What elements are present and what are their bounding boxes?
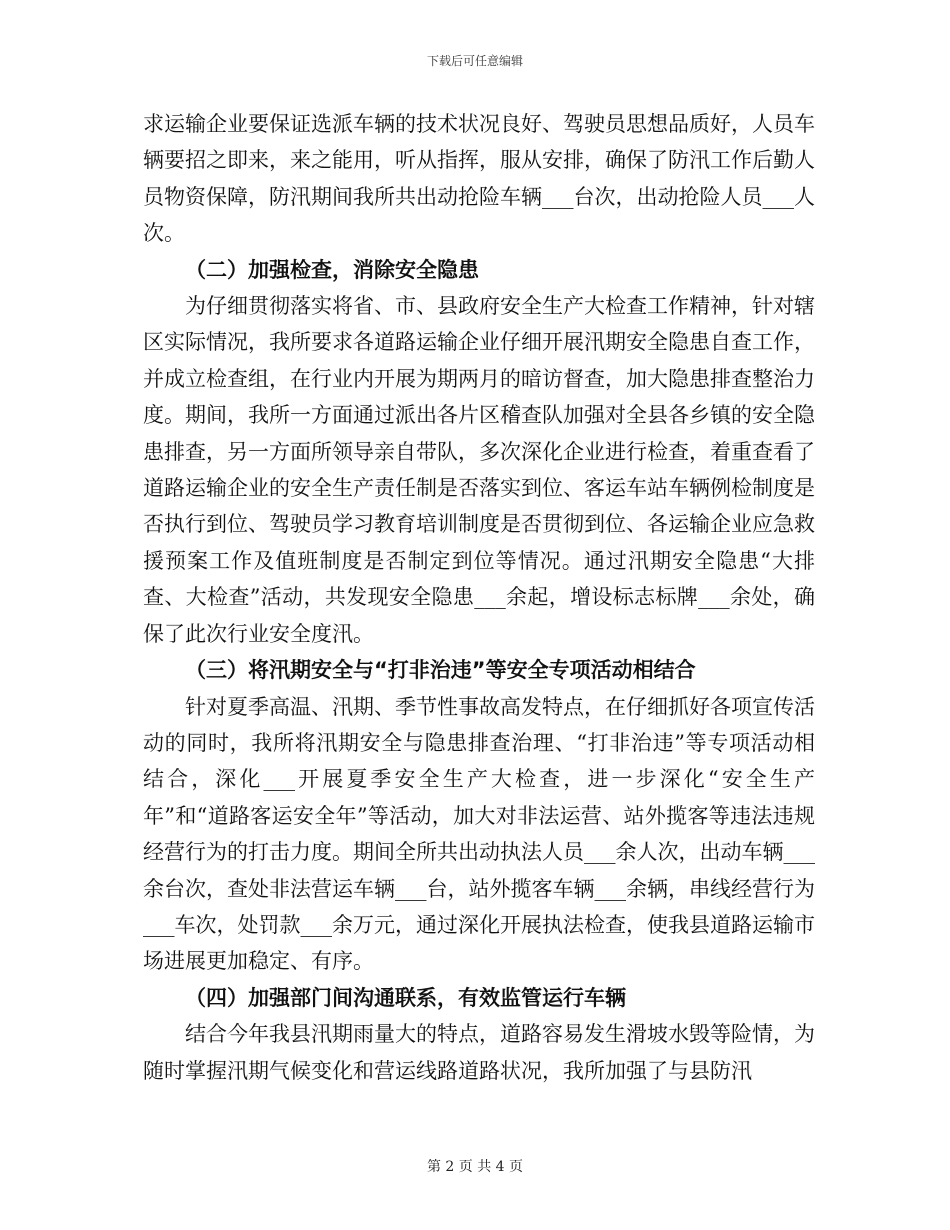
paragraph-section-4: 结合今年我县汛期雨量大的特点，道路容易发生滑坡水毁等险情，为随时掌握汛期气候变化和营运线路道路状况，我所加强了与县防汛 <box>143 1022 815 1083</box>
page-header: 下载后可任意编辑 <box>426 54 523 68</box>
page-footer: 第 2 页 共 4 页 <box>426 1159 524 1175</box>
document-body <box>143 106 815 1089</box>
paragraph-section-2: 为仔细贯彻落实将省、市、县政府安全生产大检查工作精神，针对辖区实际情况，我所要求各道路运输企业仔细开展汛期安全隐患自查工作，并成立检查组，在行业内开展为期两月的暗访督查，加大隐患排查整治力度。期间，我所一方面通过派出各片区稽查队加强对全县各乡镇的安全隐患排查，另一方面所领导亲自带队，多次深化企业进行检查，着重查看了道路运输企业的安全生产责任制是否落实到位、客运车站车辆例检制度是否执行到位、驾驶员学习教育培训制度是否贯彻到位、各运输企业应急救援预案工作及值班制度是否制定到位等情况。通过汛期安全隐患“大排查、大检查”活动，共发现安全隐患___余起，增设标志标牌___余处，确保了此次行业安全度汛。 <box>143 294 815 646</box>
section-heading-2: （二）加强检查，消除安全隐患 <box>185 257 479 282</box>
section-heading-4: （四）加强部门间沟通联系，有效监管运行车辆 <box>185 985 626 1010</box>
paragraph-continuation: 求运输企业要保证选派车辆的技术状况良好、驾驶员思想品质好，人员车辆要招之即来，来之能用，听从指挥，服从安排，确保了防汛工作后勤人员物资保障，防汛期间我所共出动抢险车辆___台次，出动抢险人员___人次。 <box>143 112 815 246</box>
paragraph-section-3: 针对夏季高温、汛期、季节性事故高发特点，在仔细抓好各项宣传活动的同时，我所将汛期安全与隐患排查治理、“打非治违”等专项活动相结合，深化___开展夏季安全生产大检查，进一步深化“安全生产年”和“道路客运安全年”等活动，加大对非法运营、站外揽客等违法违规经营行为的打击力度。期间全所共出动执法人员___余人次，出动车辆___余台次，查处非法营运车辆___台，站外揽客车辆___余辆，串线经营行为___车次，处罚款___余万元，通过深化开展执法检查，使我县道路运输市场进展更加稳定、有序。 <box>143 694 815 974</box>
section-heading-3: （三）将汛期安全与“打非治违”等安全专项活动相结合 <box>185 658 696 683</box>
